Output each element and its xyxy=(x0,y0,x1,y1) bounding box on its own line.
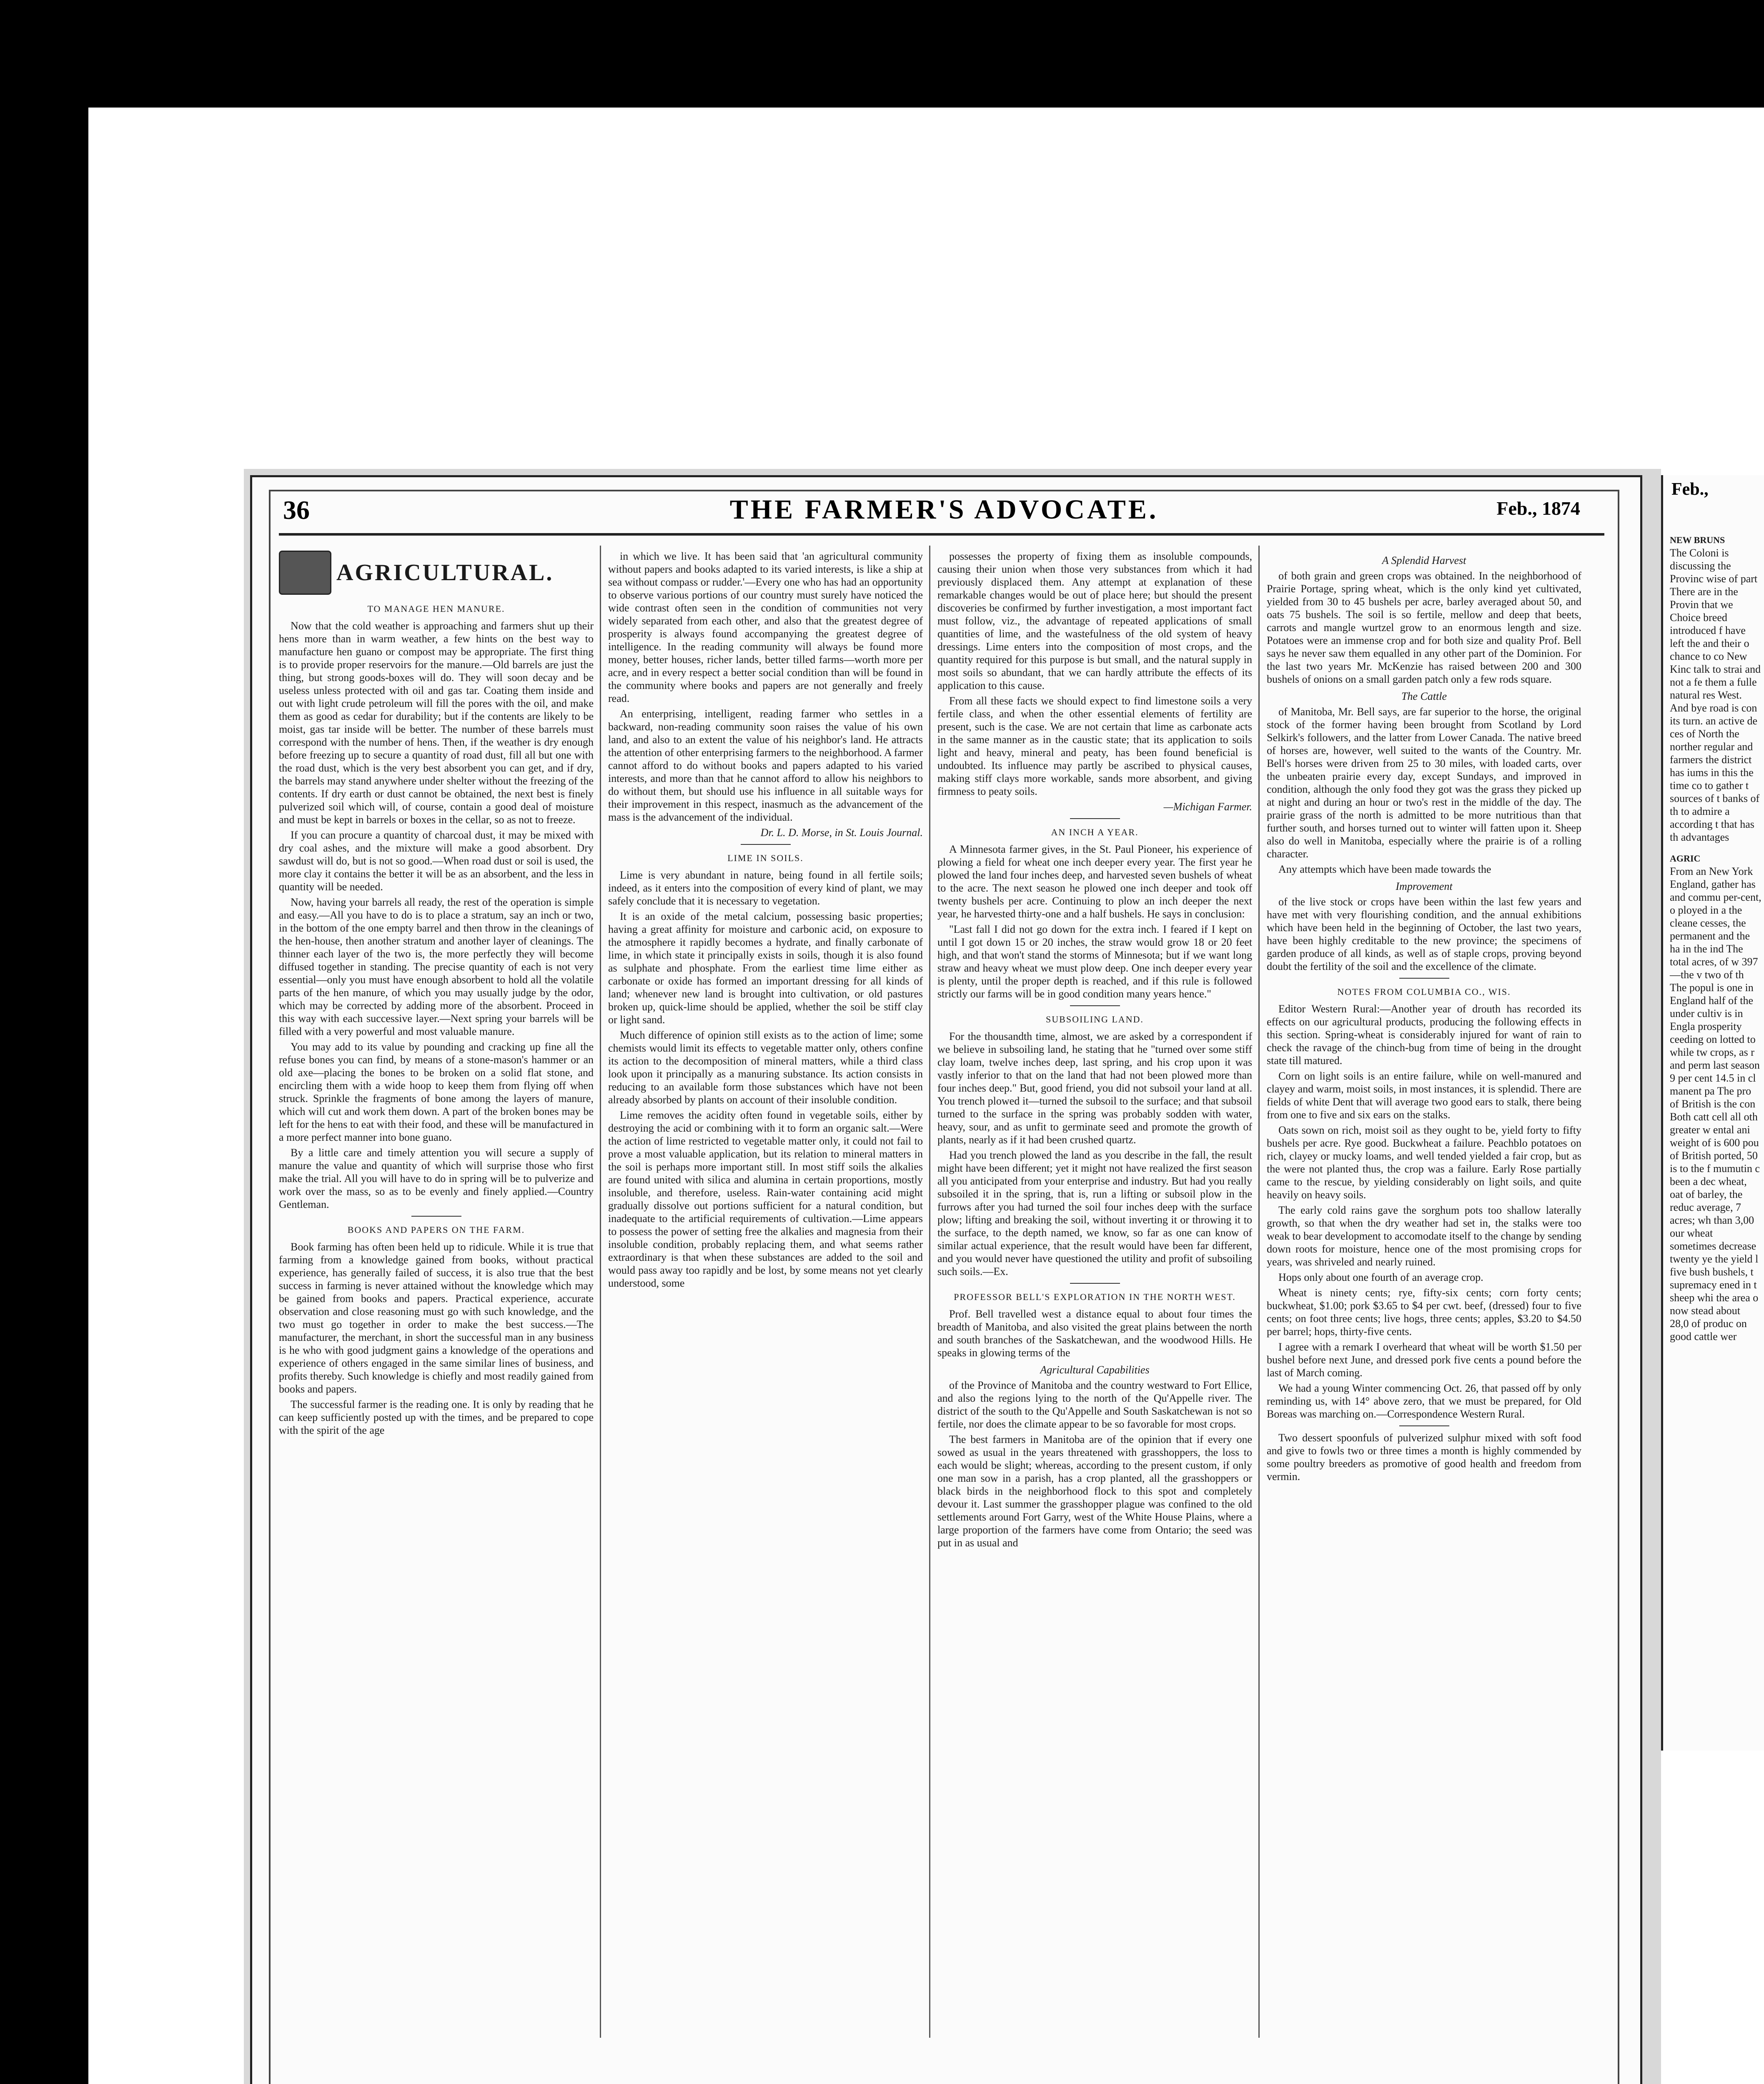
column-divider xyxy=(600,546,601,2038)
paragraph: of the Province of Manitoba and the country westward to Fort Ellice, and also the regions lying to the north of the Qu'Appelle river. The district of the south to the Qu'Appelle and South Saskatchewan is not so fertile, nor does the climate appear to be so favorable for most crops. xyxy=(937,1379,1252,1430)
paragraph: Oats sown on rich, moist soil as they ought to be, yield forty to fifty bushels per acre. Rye good. Buckwheat a failure. Peachblo potatoes on rich, clayey or mucky loams, and well tended yielded a fair crop, but as the were not planted thus, the crop was a failure. Early Rose partially came to the rescue, by yielding considerably on light soils, and quite heavily on heavy soils. xyxy=(1267,1124,1581,1201)
paragraph: of both grain and green crops was obtained. In the neighborhood of Prairie Portage, spring wheat, which is the only kind yet cultivated, yielded from 30 to 45 bushels per acre, barley averaged about 50, and oats 75 bushels. The soil is so fertile, mellow and deep that beets, carrots and mangle wurtzel grow to an enormous length and size. Potatoes were an immense crop and for both size and quality Prof. Bell says he never saw them equalled in any other part of the Dominion. For the last two years Mr. McKenzie has raised between 200 and 300 bushels of onions on a small garden patch only a few rods square. xyxy=(1267,570,1581,685)
paragraph: We had a young Winter commencing Oct. 26, that passed off by only reminding us, with 14° above zero, that we must be prepared, for Old Boreas was marching on.—Correspondence Western Rural. xyxy=(1267,1382,1581,1420)
masthead-rule xyxy=(279,533,1604,536)
scan-border-top xyxy=(0,0,1764,108)
separator xyxy=(1070,1283,1120,1284)
separator xyxy=(411,1216,461,1217)
paragraph: An enterprising, intelligent, reading farmer who settles in a backward, non-reading community soon raises the value of his own land, and also to an extent the value of his neighbor's land. He attracts the attention of other enterprising farmers to the neighborhood. A farmer cannot afford to do without books and papers adapted to his varied interests, and more than that he cannot afford to allow his neighbors to do without them, but should use his influence in all suitable ways for their improvement in this respect, inasmuch as the advancement of the mass is the advancement of the individual. xyxy=(608,708,923,823)
paragraph: possesses the property of fixing them as insoluble compounds, causing their union when those very substances from which it had previously displaced them. Any attempt at explanation of these remarkable changes would be out of place here; but should the present discoveries be confirmed by further investigation, a most important fact must follow, viz., the advantage of repeated applications of small quantities of lime, and the wastefulness of the old system of heavy dressings. Lime enters into the composition of most crops, and the quantity required for this purpose is but small, and the natural supply in most soils so abundant, that we can hardly attribute the effects of its application to this cause. xyxy=(937,550,1252,691)
article-heading: TO MANAGE HEN MANURE. xyxy=(367,604,505,614)
section-heading xyxy=(279,550,594,596)
ornament-illustration xyxy=(279,551,331,595)
paragraph: Two dessert spoonfuls of pulverized sulphur mixed with soft food and give to fowls two or three times a month is highly commended by some poultry breeders as promotive of good health and freedom from vermin. xyxy=(1267,1432,1581,1483)
paragraph: A Minnesota farmer gives, in the St. Paul Pioneer, his experience of plowing a field for wheat one inch deeper every year. The first year he plowed the land four inches deep, and harvested seven bushels of wheat to the acre. The next season he plowed one inch deeper and took off twenty bushels per acre. Continuing to plow an inch deeper the next year, he harvested thirty-one and a half bushels. He says in conclusion: xyxy=(937,843,1252,920)
paragraph: Corn on light soils is an entire failure, while on well-manured and clayey and warm, moist soils, in most instances, it is splendid. There are fields of white Dent that will average two good ears to stalk, there being from one to five and six ears on the stalks. xyxy=(1267,1070,1581,1121)
paragraph: Prof. Bell travelled west a distance equal to about four times the breadth of Manitoba, and also visited the great plains between the north and south branches of the Saskatchewan, and the woodwood Hills. He speaks in glowing terms of the xyxy=(937,1308,1252,1359)
paragraph: of the live stock or crops have been within the last few years and have met with very flourishing condition, and the annual exhibitions which have been held in the beginning of October, the last two years, have been highly creditable to the new province; the specimens of garden produce of all kinds, as well as of staple crops, proving beyond doubt the fertility of the soil and the excellence of the climate. xyxy=(1267,896,1581,972)
subheading: A Splendid Harvest xyxy=(1382,554,1466,566)
paragraph: Lime is very abundant in nature, being found in all fertile soils; indeed, as it enters into the composition of every kind of plant, we may safely conclude that it is necessary to vegetation. xyxy=(608,869,923,907)
newspaper-page xyxy=(250,475,1642,2084)
separator xyxy=(1399,978,1449,979)
article-heading: SUBSOILING LAND. xyxy=(1046,1014,1144,1024)
paragraph: Hops only about one fourth of an average crop. xyxy=(1278,1271,1483,1283)
article-heading: NOTES FROM COLUMBIA CO., WIS. xyxy=(1337,987,1511,997)
paragraph: of Manitoba, Mr. Bell says, are far superior to the horse, the original stock of the former having been brought from Scotland by Lord Selkirk's followers, and the latter from Lower Canada. The native breed of horses are, however, well suited to the wants of the Country. Mr. Bell's horses were driven from 25 to 30 miles, with loaded carts, over the unbeaten prairie every day, except Sundays, and improved in condition, although the only food they got was the grass they picked up at night and during an hour or two's rest in the middle of the day. The prairie grass of the north is admitted to be more nutritious than that further south, and horses turned out to winter will fatten upon it. Sheep also do well in Manitoba, especially where the prairie is of a rolling character. xyxy=(1267,706,1581,860)
paragraph: The early cold rains gave the sorghum pots too shallow laterally growth, so that when the dry weather had set in, the stalks were too weak to bear development to accomodate itself to the change by sending down roots for moisture, hence one of the most promising crops for years, was shriveled and nearly ruined. xyxy=(1267,1204,1581,1268)
article-heading: BOOKS AND PAPERS ON THE FARM. xyxy=(347,1225,525,1235)
paragraph: Wheat is ninety cents; rye, fifty-six cents; corn forty cents; buckwheat, $1.00; pork $3.65 to $4 per cwt. beef, (dressed) four to five cents; on foot three cents; live hogs, three cents; apples, $3.20 to $4.50 per barrel; hops, thirty-five cents. xyxy=(1267,1287,1581,1338)
paragraph: By a little care and timely attention you will secure a supply of manure the value and quantity of which will surprise those who first make the trial. All you will have to do in spring will be to pulverize and work over the mass, so as to be evenly and finely applied.—Country Gentleman. xyxy=(279,1147,594,1210)
paragraph: Editor Western Rural:—Another year of drouth has recorded its effects on our agricultural products, producing the following effects in this section. Spring-wheat is considerably injured for want of rain to check the ravage of the chinch-bug from time of being in the drought state till matured. xyxy=(1267,1003,1581,1067)
section-title: AGRICULTURAL. xyxy=(336,559,554,586)
article-heading: AGRIC xyxy=(1670,853,1701,864)
attribution: —Michigan Farmer. xyxy=(1163,801,1252,813)
paragraph: From an New York England, gather has and commu per-cent, o ployed in a the cleane cesses, the permanent and the ha in the ind The total acres, of w 397—the v two of th The popul is one in England half of the under cultiv is in Engla prosperity ceeding on lotted to while tw crops, as r and perm last season 9 per cent 14.5 in cl manent pa The pro of British is the con Both catt cell all oth greater w ental ani weight of is 600 pou of British ported, 50 is to the f mumutin c been a dec wheat, oat of barley, the reduc average, 7 acres; wh than 3,00 our wheat sometimes decrease twenty ye the yield l five bush bushels, t supremacy ened in t sheep whi the area o now stead about 28,0 of produc on good cattle wer xyxy=(1670,865,1761,1343)
paragraph: The Coloni is discussing the Provinc wise of part There are in the Provin that we Choice breed introduced f have left the and their o chance to co New Kinc talk to strai and not a fe them a fulle natural res West. And bye road is con its turn. an active de ces of North the norther regular and farmers the district has iums in this the time co to gather t sources of t banks of th to admire a according t that has th advantages xyxy=(1670,547,1761,843)
paragraph: Lime removes the acidity often found in vegetable soils, either by destroying the acid or combining with it to form an organic salt.—Were the action of lime restricted to vegetable matter only, it could not fail to prove a most valuable application, but its relation to mineral matters in the soil is perhaps more important still. In most stiff soils the alkalies are found united with silica and alumina in certain proportions, mostly insoluble, and therefore, useless. Rain-water containing acid might gradually dissolve out portions sufficient for a natural condition, but inadequate to the artificial requirements of cultivation.—Lime appears to possess the power of setting free the alkalies and magnesia from their insoluble condition, probably replacing them, and what seems rather extraordinary is that when these substances are added to the soil and would pass away too rapidly and be lost, by some means not yet clearly understood, some xyxy=(608,1109,923,1289)
article-heading: LIME IN SOILS. xyxy=(727,853,804,863)
subheading: Agricultural Capabilities xyxy=(1040,1364,1150,1376)
attribution: Dr. L. D. Morse, in St. Louis Journal. xyxy=(760,827,923,839)
paragraph: You may add to its value by pounding and cracking up fine all the refuse bones you can find, by means of a stone-mason's hammer or an old axe—placing the bones to be broken on a solid flat stone, and encircling them with a wide hoop to keep them from flying off when struck. Sprinkle the fragments of bone among the layers of manure, which will cut and work them down. A part of the broken bones may be left for the hens to eat with their food, and these will be manufactured in a more perfect manner into bone guano. xyxy=(279,1041,594,1143)
paragraph: The successful farmer is the reading one. It is only by reading that he can keep sufficiently posted up with the times, and be prepared to cope with the spirit of the age xyxy=(279,1398,594,1436)
paragraph: Now that the cold weather is approaching and farmers shut up their hens more than in warm weather, a few hints on the best way to manufacture hen guano or compost may be appropriate. The first thing is to provide proper reservoirs for the manure.—Old barrels are just the thing, but strong goods-boxes will do. They will soon decay and be useless unless protected with oil and gas tar. Coating them inside and out with light crude petroleum will fill the pores with the oil, and make them as good as cedar for durability; but if the contents are likely to be moist, gas tar inside will be better. The number of these barrels must correspond with the number of hens. Then, if the weather is dry enough before freezing up to secure a quantity of road dust, fill all but one with the road dust, which is the very best absorbent you can get, and if dry, the barrels may stand anywhere under shelter without the freezing of the contents. If dry earth or dust cannot be obtained, the next best is finely pulverized soil which will, of course, contain a good deal of moisture and must be kept in barrels or boxes in the cellar, so as not to freeze. xyxy=(279,620,594,826)
paragraph: Much difference of opinion still exists as to the action of lime; some chemists would limit its effects to vegetable matter only, others confine its action to the decomposition of mineral matters, while a third class look upon it principally as a manuring substance. Its action consists in reducing to an available form those substances which have not been already absorbed by plants on account of their insoluble condition. xyxy=(608,1029,923,1106)
newspaper-title: THE FARMER'S ADVOCATE. xyxy=(729,494,1159,525)
separator xyxy=(741,844,791,845)
paragraph: If you can procure a quantity of charcoal dust, it may be mixed with dry coal ashes, and the mixture will make a good absorbent. Dry sawdust will do, but is not so good.—When road dust or soil is used, the more clay it contains the better it will be as an absorbent, and the less in quantity will be needed. xyxy=(279,829,594,893)
paragraph: I agree with a remark I overheard that wheat will be worth $1.50 per bushel before next June, and dressed pork five cents a pound before the last of March coming. xyxy=(1267,1341,1581,1379)
subheading: Improvement xyxy=(1396,880,1453,892)
paragraph: For the thousandth time, almost, we are asked by a correspondent if we believe in subsoiling land, he stating that he "turned over some stiff clay loam, twelve inches deep, last spring, and his crop upon it was vastly inferior to that on the land that had not been plowed more than four inches deep." But, good friend, you did not subsoil your land at all. You trench plowed it—turned the subsoil to the surface; and that subsoil turned to the surface in the spring was probably sodden with water, heavy, sour, and as unfit to germinate seed and promote the growth of plants, nearly as if it had been crushed quartz. xyxy=(937,1030,1252,1146)
separator xyxy=(1399,1425,1449,1426)
column-2 xyxy=(608,550,923,2034)
separator xyxy=(1070,818,1120,819)
article-heading: AN INCH A YEAR. xyxy=(1051,827,1139,837)
paragraph: It is an oxide of the metal calcium, possessing basic properties; having a great affinity for moisture and carbonic acid, on exposure to the atmosphere it rapidly becomes a hydrate, and finally carbonate of lime, in which state it principally exists in soils, though it is also found as sulphate and phosphate. From the earliest time lime either as carbonate or oxide has formed an important dressing for all kinds of land; whenever new land is brought into cultivation, or old pastures broken up, quick-lime should be applied, whether the soil be stiff clay or light sand. xyxy=(608,910,923,1026)
column-1 xyxy=(279,550,594,2034)
scan-border-left xyxy=(0,0,88,2084)
paragraph: "Last fall I did not go down for the extra inch. I feared if I kept on until I got down 15 or 20 inches, the straw would grow 18 or 20 feet high, and that won't stand the storms of Minnesota; but if we want long straw and heavy wheat we must plow deep. One inch deeper every year is plenty, until the proper depth is reached, and if this rule is followed strictly our farms will be in good condition many years hence." xyxy=(937,923,1252,1000)
paragraph: From all these facts we should expect to find limestone soils a very fertile class, and when the other essential elements of fertility are present, such is the case. We are not certain that lime as carbonate acts in the same manner as in the caustic state; that its application to soils light and heavy, mineral and peaty, has been found beneficial is undoubted. Its influence may partly be ascribed to physical causes, making stiff clays more workable, sands more absorbent, and giving firmness to peaty soils. xyxy=(937,695,1252,797)
column-divider xyxy=(1258,546,1260,2038)
issue-date: Feb., 1874 xyxy=(1496,498,1580,519)
article-heading: NEW BRUNS xyxy=(1670,535,1725,545)
paragraph: Book farming has often been held up to ridicule. While it is true that farming from a knowledge gained from books, without practical experience, has generally failed of success, it is also true that the best success in farming is never attained without the knowledge which may be gained from books and papers. Practical experience, accurate observation and close reasoning must go with such knowledge, and the two must go together in order to make the best success.—The manufacturer, the merchant, in short the successful man in any business is he who with good judgment gains a knowledge of the operations and experience of others engaged in the same similar lines of business, and profits thereby. Such knowledge is chiefly and most readily gained from books and papers. xyxy=(279,1241,594,1395)
column-divider xyxy=(929,546,930,2038)
adjacent-page xyxy=(1661,475,1764,1751)
column-3 xyxy=(937,550,1252,2034)
paragraph: Now, having your barrels all ready, the rest of the operation is simple and easy.—All you have to do is to place a stratum, say an inch or two, in the bottom of the one empty barrel and then throw in the cleanings of the hen-house, then another stratum and another layer of cleanings. The thinner each layer of the two is, the more perfectly they will become diffused together in standing. The precise quantity of each is not very essential—only you must have enough absorbent to hold all the volatile parts of the hen manure, of which you may usually judge by the odor, which may be corrected by adding more of the absorbent. Proceed in this way with each successive layer.—Next spring your barrels will be filled with a very powerful and most valuable manure. xyxy=(279,896,594,1037)
column-4 xyxy=(1267,550,1581,2034)
subheading: The Cattle xyxy=(1401,690,1447,702)
separator xyxy=(1070,1005,1120,1006)
page-frame xyxy=(269,490,1619,2084)
page-number: 36 xyxy=(283,495,310,525)
adjacent-page-header: Feb., xyxy=(1671,480,1709,499)
paragraph: Had you trench plowed the land as you describe in the fall, the result might have been different; yet it might not have realized the first season all you anticipated from your enterprise and industry. But had you really subsoiled it in the spring, that is, run a lifting or subsoil plow in the furrows after you had turned the soil four inches deep with the surface plow; lifting and breaking the soil, without inverting it or throwing it to the surface, to the depth named, we know, so far as one can know of similar actual experience, that the result would have been far different, and you would never have questioned the utility and profit of subsoiling such soils.—Ex. xyxy=(937,1149,1252,1277)
adjacent-page-column xyxy=(1670,534,1761,1343)
paragraph: in which we live. It has been said that 'an agricultural community without papers and books adapted to its varied interests, is like a ship at sea without compass or rudder.'—Every one who has had an opportunity to observe various portions of our country must surely have noticed the wide contrast often seen in the condition of communities not very widely separated from each other, and also that the greatest degree of prosperity is always found accompanying the greatest degree of intelligence. In the reading community will always be found more money, better houses, richer lands, better tilled farms—worth more per acre, and in every respect a better social condition than will be found in the community where books and papers are not generally and freely read. xyxy=(608,550,923,704)
article-heading: PROFESSOR BELL'S EXPLORATION IN THE NORTH WEST. xyxy=(954,1292,1236,1302)
paragraph: Any attempts which have been made towards the xyxy=(1278,863,1491,875)
paragraph: The best farmers in Manitoba are of the opinion that if every one sowed as usual in the years threatened with grasshoppers, the loss to each would be slight; whereas, according to the present custom, if only one man sow in a parish, has a crop planted, all the grasshoppers or black birds in the neighborhood flock to this spot and completely devour it. Last summer the grasshopper plague was confined to the old settlements around Fort Garry, west of the White House Plains, where a large proportion of the farmers have come from Ontario; the seed was put in as usual and xyxy=(937,1433,1252,1549)
